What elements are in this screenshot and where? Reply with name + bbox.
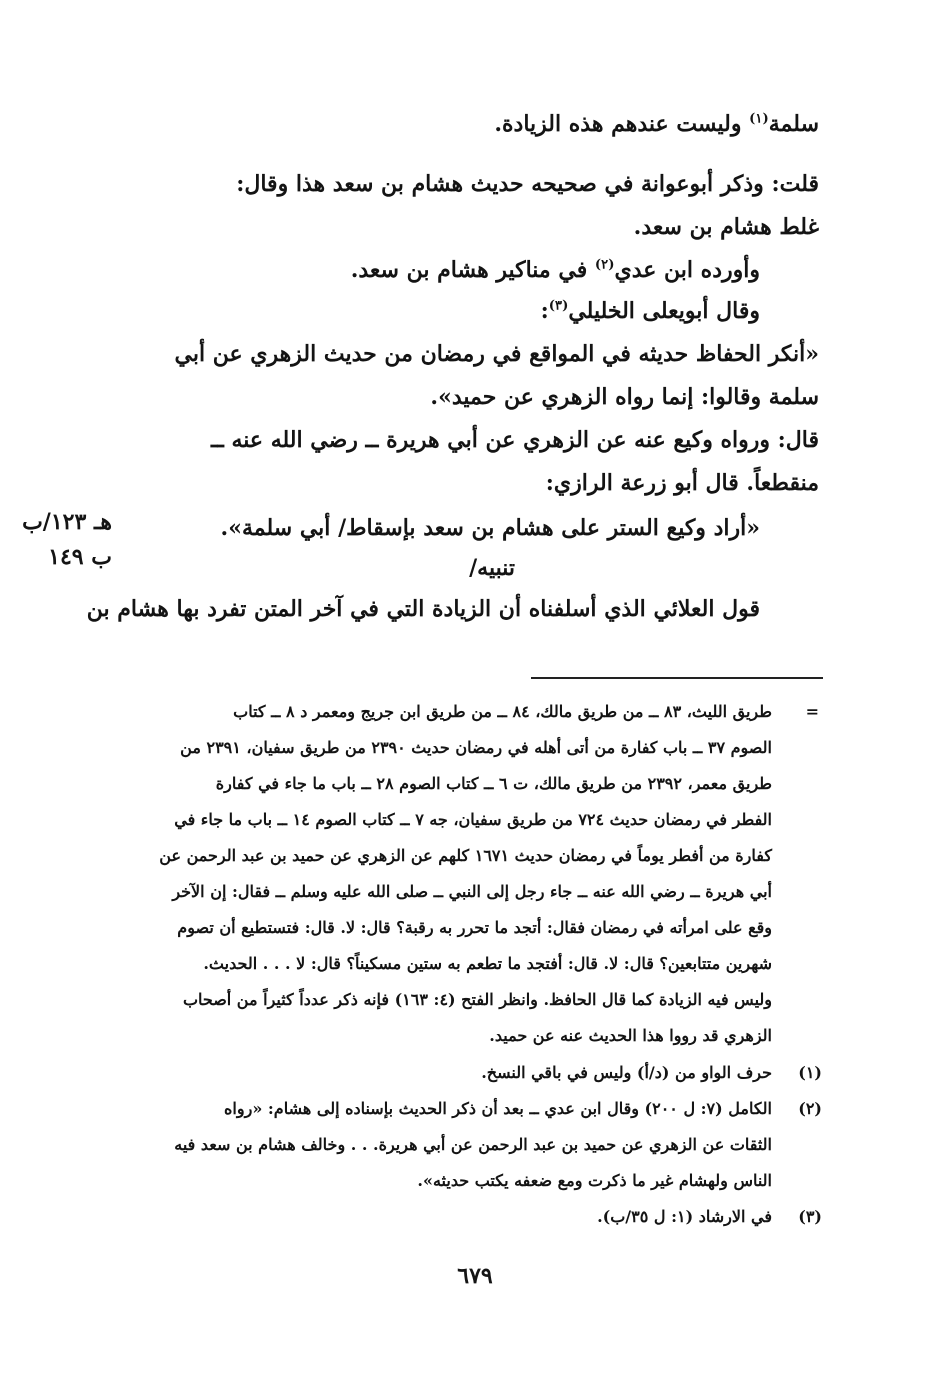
- margin-folio-note-1: هـ ١٢٣/ب: [22, 509, 112, 535]
- main-line-5b: :: [540, 298, 549, 324]
- main-line-6: «أنكر الحفاظ حديثه في المواقع في رمضان من حديث الزهري عن أبي: [174, 341, 819, 367]
- margin-folio-note-2: ب ١٤٩: [48, 544, 112, 570]
- footnote-continuation-marker: =: [805, 702, 819, 721]
- main-line-1b: وليست عندهم هذه الزيادة.: [494, 111, 750, 137]
- footnote-cont-line: أبي هريرة ــ رضي الله عنه ــ جاء رجل إلى النبي ــ صلى الله عليه وسلم ــ فقال: إن الآخر: [172, 882, 772, 901]
- main-line-4b: في مناكير هشام بن سعد.: [350, 257, 595, 283]
- footnote-1-text: حرف الواو من (د/أ) وليس في باقي النسخ.: [481, 1063, 772, 1082]
- main-line-8: قال: ورواه وكيع عنه عن الزهري عن أبي هريرة ــ رضي الله عنه ــ: [210, 427, 819, 453]
- main-line-10: «أراد وكيع الستر على هشام بن سعد بإسقاط/ أبي سلمة».: [220, 515, 760, 541]
- footnote-2-line: الناس ولهشام غير ما ذكرت ومع ضعفه يكتب حديثه».: [417, 1171, 772, 1190]
- main-line-12: قول العلائي الذي أسلفناه أن الزيادة التي في آخر المتن تفرد بها هشام بن: [86, 596, 760, 622]
- main-line-2: قلت: وذكر أبوعوانة في صحيحه حديث هشام بن سعد هذا وقال:: [236, 171, 819, 197]
- section-heading-tanbih: تنبيه/: [469, 555, 515, 581]
- main-line-7: سلمة وقالوا: إنما رواه الزهري عن حميد».: [430, 384, 819, 410]
- main-line-1a: سلمة: [768, 111, 819, 137]
- footnote-cont-line: الفطر في رمضان حديث ٧٢٤ من طريق سفيان، جه ٧ ــ كتاب الصوم ١٤ ــ باب ما جاء في: [174, 810, 772, 829]
- footnote-2-number: (٢): [798, 1099, 822, 1118]
- footnote-cont-line: وليس فيه الزيادة كما قال الحافظ. وانظر الفتح (٤: ١٦٣) فإنه ذكر عدداً كثيراً من أصحاب: [182, 990, 772, 1009]
- main-line-3: غلط هشام بن سعد.: [633, 214, 819, 240]
- footnote-cont-line: كفارة من أفطر يوماً في رمضان حديث ١٦٧١ كلهم عن الزهري عن حميد بن عبد الرحمن عن: [159, 846, 772, 865]
- footnote-cont-line: الصوم ٣٧ ــ باب كفارة من أتى أهله في رمضان حديث ٢٣٩٠ من طريق سفيان، ٢٣٩١ من: [180, 738, 772, 757]
- footnote-ref-2: (٢): [594, 257, 615, 273]
- footnote-cont-line: شهرين متتابعين؟ قال: لا. قال: أفتجد ما تطعم به ستين مسكيناً؟ قال: لا . . . الحديث.: [203, 954, 772, 973]
- footnote-separator: [531, 677, 823, 679]
- footnote-cont-line: طريق معمر، ٢٣٩٢ من طريق مالك، ت ٦ ــ كتاب الصوم ٢٨ ــ باب ما جاء في كفارة: [215, 774, 772, 793]
- main-line-5a: وقال أبويعلى الخليلي: [568, 298, 760, 324]
- main-line-1: [494, 111, 819, 137]
- footnote-1-number: (١): [798, 1063, 822, 1082]
- main-line-9: منقطعاً. قال أبو زرعة الرازي:: [545, 470, 819, 496]
- footnote-cont-line: طريق الليث، ٨٣ ــ من طريق مالك، ٨٤ ــ من طريق ابن جريج ومعمر د ٨ ــ كتاب: [233, 702, 772, 721]
- main-line-4a: وأورده ابن عدي: [614, 257, 760, 283]
- footnote-3-text: في الارشاد (١: ل ٣٥/ب).: [597, 1207, 772, 1226]
- footnote-ref-1: (١): [749, 111, 769, 127]
- footnote-cont-line: الزهري قد رووا هذا الحديث عنه عن حميد.: [489, 1026, 772, 1045]
- footnote-2-line: الكامل (٧: ل ٢٠٠) وقال ابن عدي ــ بعد أن ذكر الحديث بإسناده إلى هشام: «رواه: [224, 1099, 772, 1118]
- footnote-ref-3: (٣): [548, 298, 569, 314]
- footnote-2-line: الثقات عن الزهري عن حميد بن عبد الرحمن عن أبي هريرة. . . وخالف هشام بن سعد فيه: [174, 1135, 772, 1154]
- main-line-4: [351, 257, 760, 283]
- footnote-3-number: (٣): [798, 1207, 822, 1226]
- page-number: ٦٧٩: [457, 1263, 493, 1289]
- main-line-5: [541, 298, 760, 324]
- footnote-cont-line: وقع على امرأته في رمضان فقال: أتجد ما تحرر به رقبة؟ قال: لا. قال: فتستطيع أن تصوم: [177, 918, 772, 937]
